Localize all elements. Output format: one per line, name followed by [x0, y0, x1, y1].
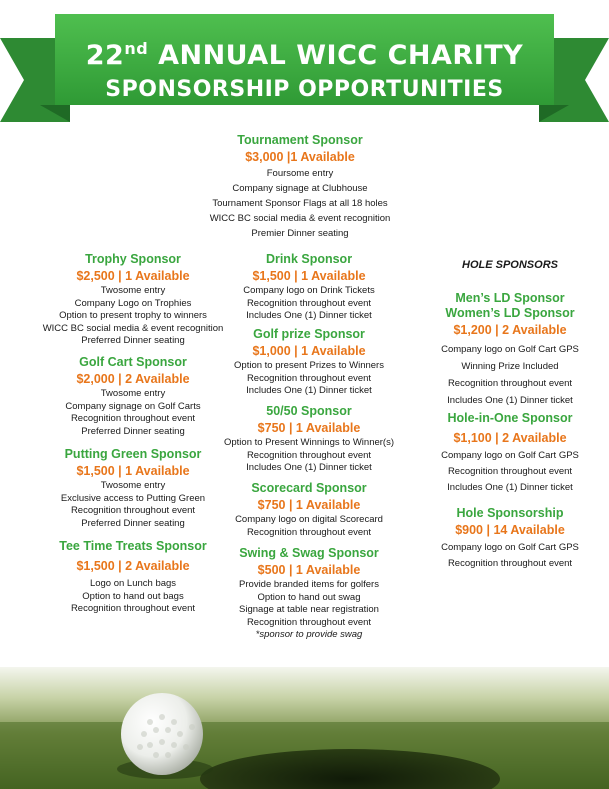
sponsor-name: Golf prize Sponsor [253, 327, 365, 341]
benefit: Option to present trophy to winners [59, 310, 207, 322]
sponsor-name: Men’s LD Sponsor [455, 291, 565, 305]
sponsor-price: $2,000 | 2 Available [76, 372, 190, 386]
hole-in-one-sponsor [416, 411, 604, 496]
title-banner [0, 0, 609, 140]
hole-sponsorship [416, 506, 604, 572]
benefit: Tournament Sponsor Flags at all 18 holes [212, 198, 388, 209]
benefit: Option to hand out swag [257, 591, 361, 603]
benefit: Winning Prize Included [461, 361, 559, 372]
sponsor-price: $1,500 | 1 Available [252, 269, 366, 283]
sponsor-price: $1,500 | 2 Available [76, 559, 190, 573]
trophy-sponsor [20, 252, 246, 348]
benefit: Company logo on Golf Cart GPS [441, 344, 579, 355]
sponsor-price: $1,000 | 1 Available [252, 344, 366, 358]
benefit: Recognition throughout event [447, 558, 573, 569]
sponsor-price: $1,100 | 2 Available [453, 431, 567, 445]
benefit: Exclusive access to Putting Green [60, 492, 206, 504]
benefit: Twosome entry [100, 480, 166, 491]
golf-ball-photo [0, 667, 609, 789]
sponsor-name: Trophy Sponsor [85, 252, 181, 266]
benefit: Recognition throughout event [246, 616, 372, 628]
benefit: Preferred Dinner seating [81, 425, 185, 437]
golf-prize-sponsor [214, 327, 404, 398]
benefit: Company logo on Golf Cart GPS [441, 450, 579, 461]
benefit: Logo on Lunch bags [89, 578, 177, 589]
benefit: Includes One (1) Dinner ticket [246, 385, 372, 397]
sponsor-price: $1,500 | 1 Available [76, 464, 190, 478]
sponsor-name: Hole Sponsorship [456, 506, 564, 520]
benefit: Twosome entry [100, 285, 166, 296]
swing-swag-sponsor [214, 546, 404, 642]
benefit: Company signage at Clubhouse [232, 183, 368, 194]
benefit: Option to Present Winnings to Winner(s) [223, 437, 394, 448]
sponsor-name: Tournament Sponsor [237, 133, 363, 147]
golf-cart-sponsor [20, 355, 246, 438]
drink-sponsor [214, 252, 404, 323]
benefit: WICC BC social media & event recognition [42, 322, 224, 334]
benefit: Recognition throughout event [246, 526, 372, 538]
page-subtitle: SPONSORSHIP OPPORTUNITIES [105, 77, 504, 102]
benefit: Recognition throughout event [447, 466, 573, 477]
sponsor-price: $2,500 | 1 Available [76, 269, 190, 283]
sponsor-name: Putting Green Sponsor [64, 447, 202, 461]
putting-green-sponsor [20, 447, 246, 530]
benefit: Preferred Dinner seating [81, 335, 185, 347]
sponsor-name: 50/50 Sponsor [266, 404, 352, 418]
benefit: Signage at table near registration [239, 604, 379, 616]
benefit: Company signage on Golf Carts [65, 400, 201, 412]
benefit: WICC BC social media & event recognition [209, 213, 391, 224]
hole-sponsors-heading: HOLE SPONSORS [462, 259, 558, 271]
benefit: Twosome entry [100, 388, 166, 399]
sponsor-name: Swing & Swag Sponsor [239, 546, 379, 560]
benefit: Recognition throughout event [246, 297, 372, 309]
benefit: Foursome entry [266, 168, 334, 179]
benefit: Includes One (1) Dinner ticket [447, 395, 573, 406]
benefit: Includes One (1) Dinner ticket [246, 310, 372, 322]
benefit: Preferred Dinner seating [81, 517, 185, 529]
sponsor-name: Scorecard Sponsor [251, 481, 367, 495]
benefit: Option to present Prizes to Winners [234, 360, 384, 371]
benefit: Recognition throughout event [70, 603, 196, 615]
page-title: 22nd ANNUAL WICC CHARITY [85, 39, 524, 71]
benefit: Recognition throughout event [447, 378, 573, 389]
benefit: Includes One (1) Dinner ticket [447, 482, 573, 493]
sponsor-price: $3,000 |1 Available [245, 150, 355, 164]
scorecard-sponsor [214, 481, 404, 539]
tee-time-treats-sponsor [20, 539, 246, 616]
fifty-fifty-sponsor [214, 404, 404, 475]
benefit: Provide branded items for golfers [239, 579, 379, 590]
sponsor-name: Hole-in-One Sponsor [447, 411, 573, 425]
tournament-sponsor [180, 133, 420, 241]
benefit: Company logo on Drink Tickets [243, 285, 375, 296]
benefit: Premier Dinner seating [251, 228, 349, 239]
benefit: Recognition throughout event [70, 413, 196, 425]
benefit: Company logo on digital Scorecard [235, 514, 383, 525]
benefit: Company Logo on Trophies [74, 297, 192, 309]
benefit: Option to hand out bags [82, 590, 184, 602]
ld-sponsor [416, 291, 604, 409]
benefit: Includes One (1) Dinner ticket [246, 462, 372, 474]
footnote: *sponsor to provide swag [255, 629, 363, 641]
sponsor-name: Women’s LD Sponsor [445, 306, 575, 320]
benefit: Recognition throughout event [246, 449, 372, 461]
benefit: Recognition throughout event [246, 372, 372, 384]
benefit: Company logo on Golf Cart GPS [441, 542, 579, 553]
sponsor-price: $750 | 1 Available [257, 498, 361, 512]
sponsor-name: Drink Sponsor [265, 252, 353, 266]
sponsor-price: $900 | 14 Available [455, 523, 565, 537]
sponsor-price: $500 | 1 Available [257, 563, 361, 577]
benefit: Recognition throughout event [70, 505, 196, 517]
sponsor-price: $750 | 1 Available [257, 421, 361, 435]
sponsor-price: $1,200 | 2 Available [453, 323, 567, 337]
sponsor-name: Tee Time Treats Sponsor [59, 539, 207, 553]
sponsor-name: Golf Cart Sponsor [79, 355, 187, 369]
